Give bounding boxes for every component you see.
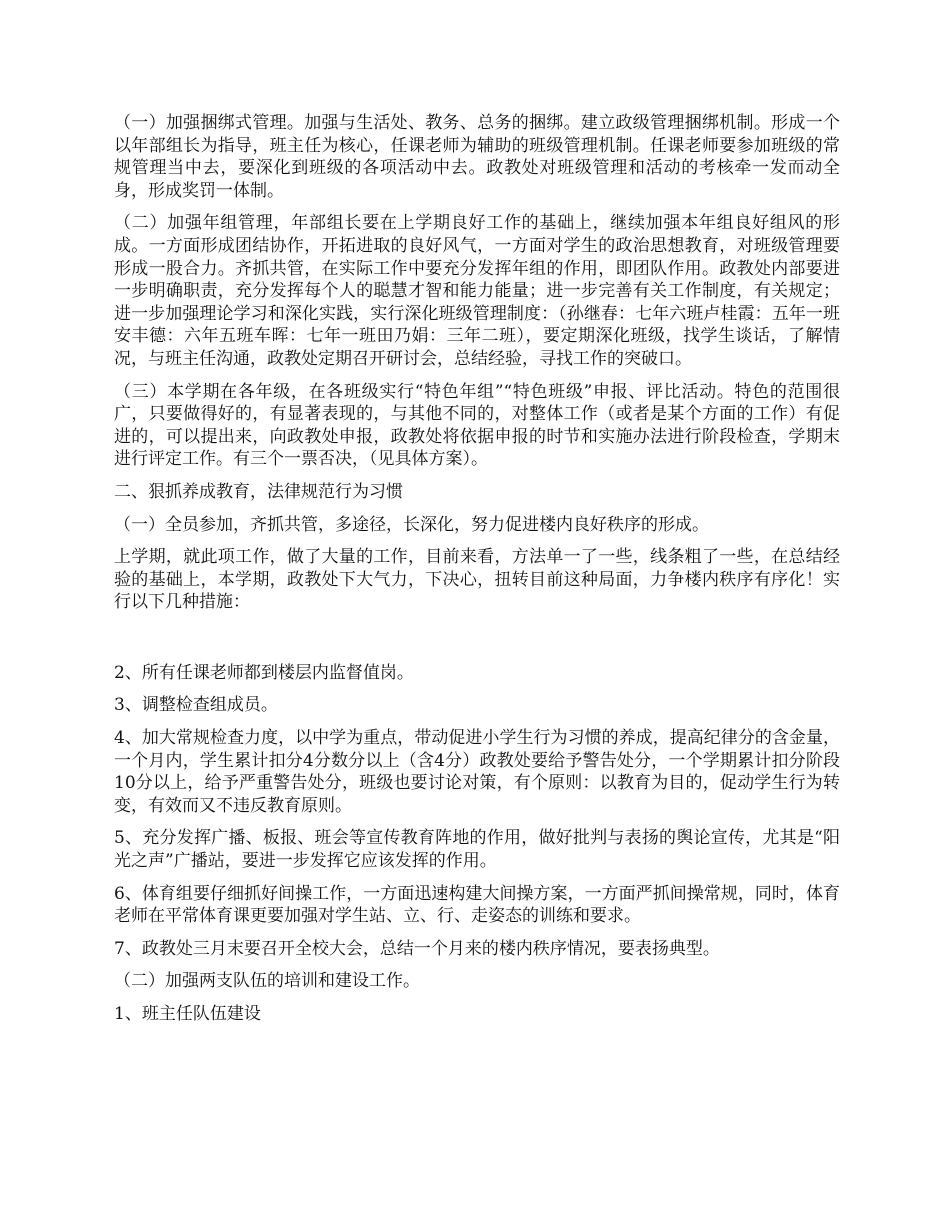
list-item-exercise-break: 6、体育组要仔细抓好间操工作，一方面迅速构建大间操方案，一方面严抓间操常规，同时，体育老师在平常体育课更要加强对学生站、立、行、走姿态的训练和要求。	[114, 883, 840, 927]
paragraph-featured-class-activity: （三）本学期在各年级，在各班级实行“特色年组”“特色班级”申报、评比活动。特色的范围很广，只要做得好的，有显著表现的，与其他不同的，对整体工作（或者是某个方面的工作）有促进的，可以提出来，向政教处申报，政教处将依据申报的时节和实施办法进行阶段检查，学期末进行评定工作。有三个一票否决，（见具体方案）。	[114, 381, 840, 470]
paragraph-binding-management: （一）加强捆绑式管理。加强与生活处、教务、总务的捆绑。建立政级管理捆绑机制。形成一个以年部组长为指导，班主任为核心，任课老师为辅助的班级管理机制。任课老师要参加班级的常规管理当中去，要深化到班级的各项活动中去。政教处对班级管理和活动的考核牵一发而动全身，形成奖罚一体制。	[114, 113, 840, 201]
paragraph-full-participation: （一）全员参加，齐抓共管，多途径，长深化，努力促进楼内良好秩序的形成。	[114, 514, 709, 535]
document-body	[114, 112, 840, 1036]
list-item-inspection-team: 3、调整检查组成员。	[114, 695, 278, 716]
paragraph-last-semester-summary: 上学期，就此项工作，做了大量的工作，目前来看，方法单一了一些，线条粗了一些，在总结经验的基础上，本学期，政教处下大气力，下决心，扭转目前这种局面，力争楼内秩序有序化！实行以下几种措施：	[114, 547, 840, 613]
section-heading-habit-education: 二、狠抓养成教育，法律规范行为习惯	[114, 481, 403, 502]
list-item-routine-inspection: 4、加大常规检查力度，以中学为重点，带动促进小学生行为习惯的养成，提高纪律分的含金量，一个月内，学生累计扣分4分数分以上（含4分）政教处要给予警告处分，一个学期累计扣分阶段10分以上，给予严重警告处分，班级也要讨论对策，有个原则：以教育为目的，促动学生行为转变，有效而又不违反教育原则。	[114, 728, 840, 816]
list-item-school-assembly: 7、政教处三月末要召开全校大会，总结一个月来的楼内秩序情况，要表扬典型。	[114, 938, 720, 959]
list-item-publicity: 5、充分发挥广播、板报、班会等宣传教育阵地的作用，做好批判与表扬的舆论宣传，尤其是“阳光之声”广播站，要进一步发挥它应该发挥的作用。	[114, 828, 840, 872]
subsection-heading-team-training: （二）加强两支队伍的培训和建设工作。	[114, 971, 420, 992]
list-item-head-teacher-team: 1、班主任队伍建设	[114, 1004, 261, 1024]
list-item-teacher-duty: 2、所有任课老师都到楼层内监督值岗。	[114, 662, 414, 683]
paragraph-grade-group-management: （二）加强年组管理，年部组长要在上学期良好工作的基础上，继续加强本年组良好组风的形成。一方面形成团结协作，开拓进取的良好风气，一方面对学生的政治思想教育，对班级管理要形成一股合力。齐抓共管，在实际工作中要充分发挥年组的作用，即团队作用。政教处内部要进一步明确职责，充分发挥每个人的聪慧才智和能力能量；进一步完善有关工作制度，有关规定；进一步加强理论学习和深化实践，实行深化班级管理制度：（孙继春：七年六班卢桂霞：五年一班安丰德：六年五班车晖：七年一班田乃娟：三年二班），要定期深化班级，找学生谈话，了解情况，与班主任沟通，政教处定期召开研讨会，总结经验，寻找工作的突破口。	[114, 213, 840, 369]
